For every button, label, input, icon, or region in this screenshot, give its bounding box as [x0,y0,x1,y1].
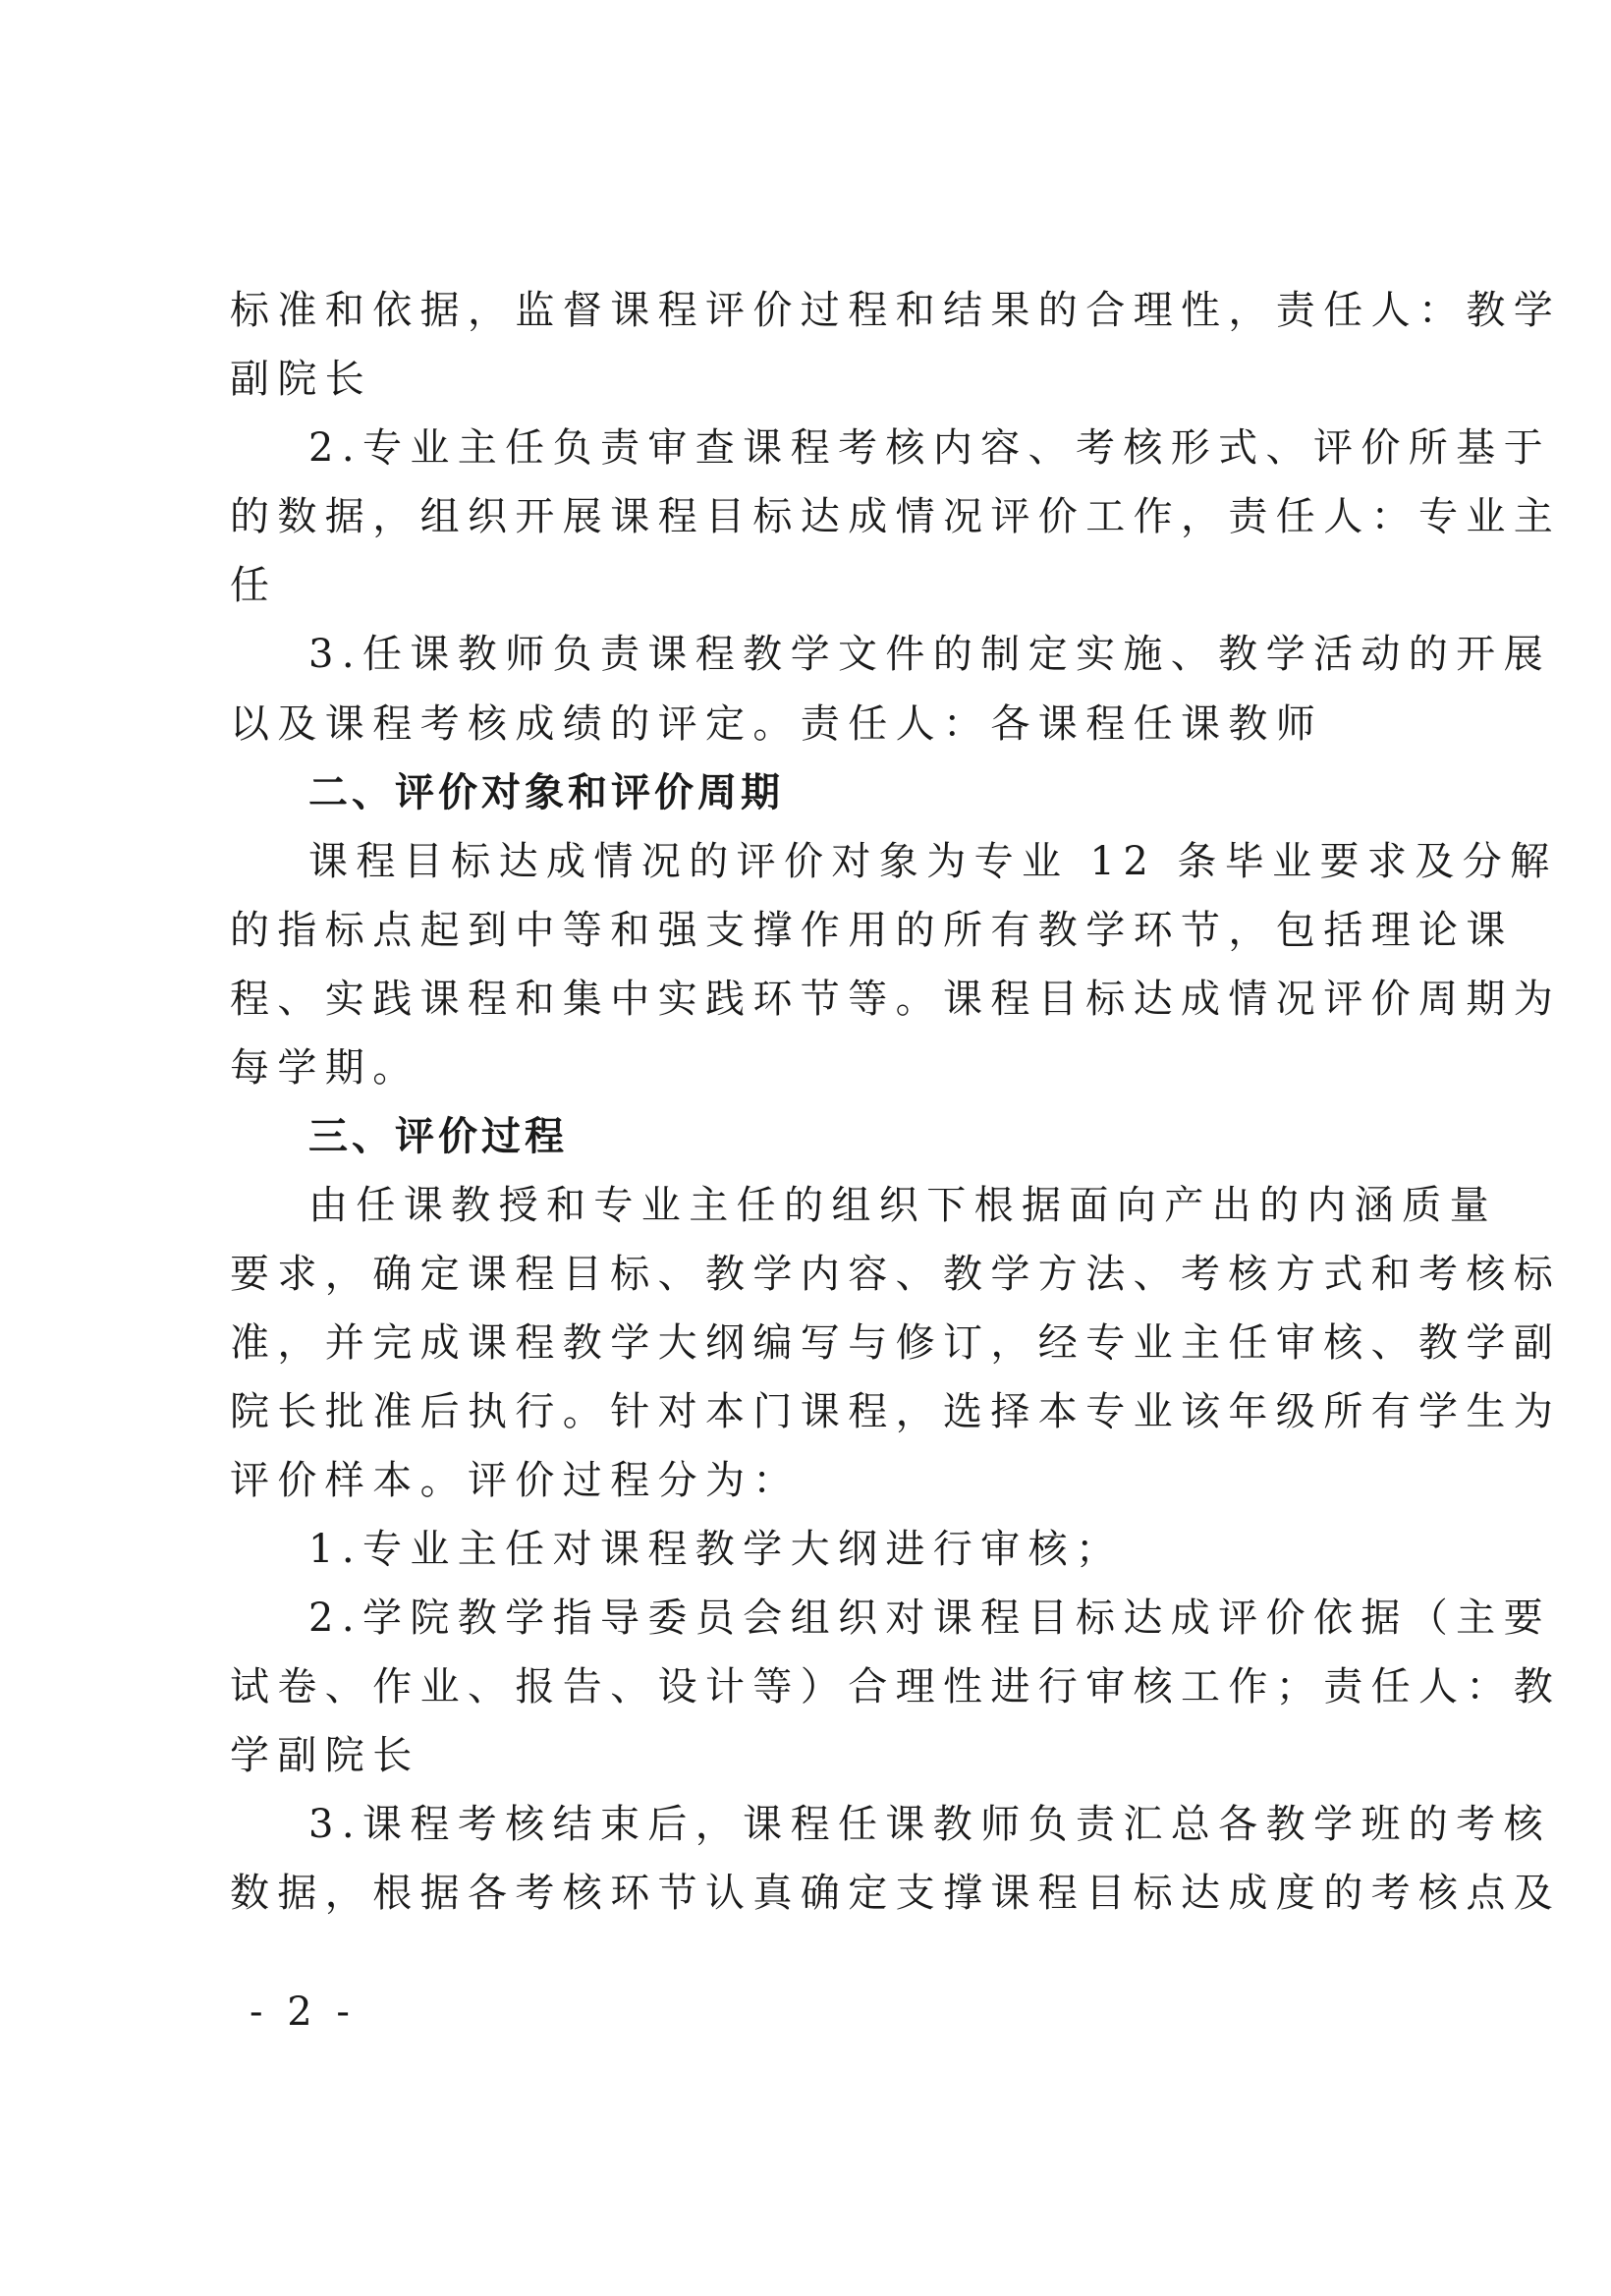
text-line: 每学期。 [230,1045,420,1091]
section-heading: 二、评价对象和评价周期 [308,770,784,815]
page-number: - 2 - [250,1989,356,2035]
text-line: 3.任课教师负责课程教学文件的制定实施、教学活动的开展 [308,632,1551,677]
text-line: 1.专业主任对课程教学大纲进行审核； [308,1527,1124,1572]
text-line: 以及课程考核成绩的评定。责任人：各课程任课教师 [230,701,1324,747]
text-line: 由任课教授和专业主任的组织下根据面向产出的内涵质量 [308,1183,1497,1228]
text-line: 标准和依据，监督课程评价过程和结果的合理性，责任人：教学 [230,288,1562,333]
text-line: 课程目标达成情况的评价对象为专业 12 条毕业要求及分解 [308,839,1558,884]
text-line: 试卷、作业、报告、设计等）合理性进行审核工作；责任人：教 [230,1664,1562,1709]
text-line: 准，并完成课程教学大纲编写与修订，经专业主任审核、教学副 [230,1320,1562,1366]
text-line: 数据，根据各考核环节认真确定支撑课程目标达成度的考核点及 [230,1871,1562,1916]
text-line: 2.专业主任负责审查课程考核内容、考核形式、评价所基于 [308,425,1551,471]
text-line: 学副院长 [230,1733,420,1778]
text-line: 的指标点起到中等和强支撑作用的所有教学环节，包括理论课 [230,908,1514,953]
text-line: 2.学院教学指导委员会组织对课程目标达成评价依据（主要 [308,1596,1551,1641]
text-line: 3.课程考核结束后，课程任课教师负责汇总各教学班的考核 [308,1802,1551,1847]
text-line: 程、实践课程和集中实践环节等。课程目标达成情况评价周期为 [230,977,1562,1022]
text-line: 副院长 [230,357,373,402]
text-line: 的数据，组织开展课程目标达成情况评价工作，责任人：专业主 [230,494,1562,539]
text-line: 要求，确定课程目标、教学内容、教学方法、考核方式和考核标 [230,1252,1562,1297]
text-line: 任 [230,563,278,608]
text-line: 评价样本。评价过程分为： [230,1458,801,1503]
section-heading: 三、评价过程 [308,1114,568,1159]
text-line: 院长批准后执行。针对本门课程，选择本专业该年级所有学生为 [230,1389,1562,1434]
